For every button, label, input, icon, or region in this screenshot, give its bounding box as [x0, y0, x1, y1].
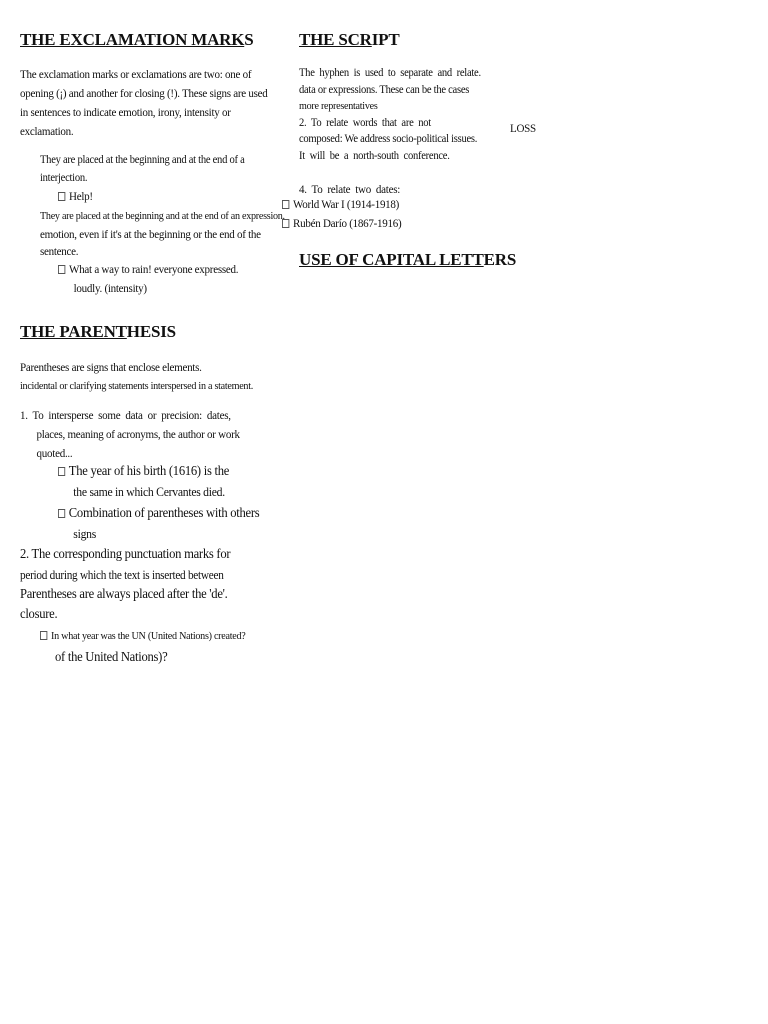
parenthesis-title: THE PARENTHESIS: [20, 322, 176, 341]
parenthesis-example-2: Combination of parentheses with others signs: [58, 504, 259, 544]
capitals-title: USE OF CAPITAL LETTERS: [299, 250, 517, 269]
exclamation-title: THE EXCLAMATION MARKS: [20, 30, 254, 49]
script-side-note: LOSS: [510, 121, 536, 135]
parenthesis-example-3-cont: of the United Nations)?: [55, 650, 168, 665]
parenthesis-point-1: 1. To intersperse some data or precision: dates, places, meaning of acronyms, the author or work quoted...: [20, 408, 240, 460]
parenthesis-example-1: The year of his birth (1616) is the the same in which Cervantes died.: [58, 462, 229, 502]
exclamation-example-2: What a way to rain! everyone expressed. loudly. (intensity): [58, 260, 238, 298]
bullet-icon: [282, 219, 289, 228]
bullet-icon: [58, 467, 65, 476]
exclamation-item-2-cont: emotion, even if it's at the beginning or the end of the sentence.: [40, 227, 261, 258]
bullet-icon: [58, 509, 65, 518]
parenthesis-point-2: 2. The corresponding punctuation marks for period during which the text is inserted between Parentheses are always placed after the 'de'. closure.: [20, 547, 231, 622]
script-title: THE SCRIPT: [299, 30, 400, 49]
bullet-icon: [40, 631, 47, 640]
bullet-icon: [58, 192, 65, 201]
script-body: The hyphen is used to separate and relate. data or expressions. These can be the cases more representatives 2. To relate words that are not composed: We address socio-political issues. It will be a north-south conference.: [299, 67, 481, 162]
bullet-icon: [282, 200, 289, 209]
exclamation-item-1: They are placed at the beginning and at the end of a interjection.: [40, 154, 245, 184]
exclamation-intro: The exclamation marks or exclamations are two: one of opening (¡) and another for closing (!). These signs are used in sentences to indicate emotion, irony, intensity or exclamation.: [20, 67, 268, 138]
script-point-4: 4. To relate two dates:: [299, 182, 401, 196]
script-dates: World War I (1914-1918) Rubén Darío (1867-1916): [282, 195, 401, 233]
exclamation-example-1: Help!: [58, 187, 93, 206]
exclamation-item-2: They are placed at the beginning and at the end of an expression.: [40, 210, 285, 222]
parenthesis-intro: Parentheses are signs that enclose elements. incidental or clarifying statements interspersed in a statement.: [20, 360, 254, 392]
bullet-icon: [58, 265, 65, 274]
parenthesis-example-3: In what year was the UN (United Nations) created?: [40, 627, 245, 646]
